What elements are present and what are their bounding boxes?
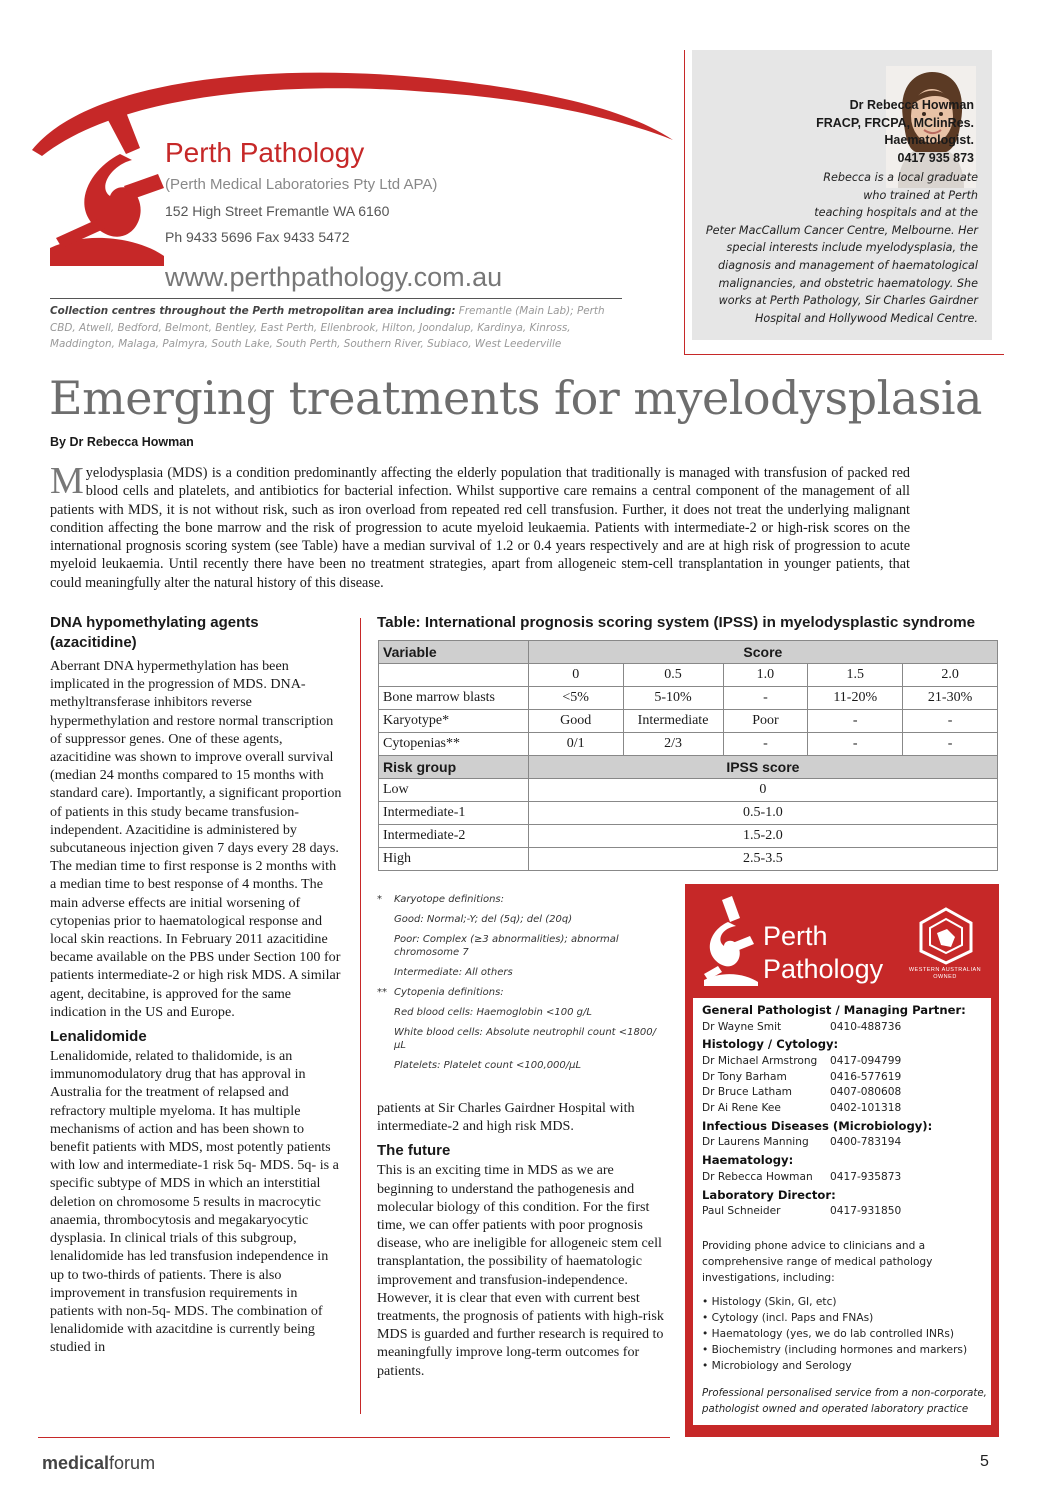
contact-row — [702, 1101, 987, 1117]
table-cell: 0/1 — [528, 733, 623, 756]
table-cell: 0.5-1.0 — [528, 802, 997, 825]
bio-line: malignancies, and obstetric haematology. She — [718, 276, 978, 290]
contact-row — [702, 1020, 987, 1036]
bottom-divider — [38, 1437, 670, 1438]
list-item: • Biochemistry (including hormones and markers) — [702, 1344, 968, 1356]
ipss-table — [378, 640, 998, 871]
sidebar-services — [702, 1238, 984, 1374]
footer-brand-rest: forum — [109, 1453, 156, 1473]
brand-subtitle: (Perth Medical Laboratories Pty Ltd APA) — [165, 176, 438, 193]
bio-line: special interests include myelodysplasia, the — [726, 241, 978, 255]
byline: By Dr Rebecca Howman — [50, 435, 194, 449]
section-heading-lenalidomide: Lenalidomide — [50, 1028, 147, 1046]
bio-line: Peter MacCallum Cancer Centre, Melbourne. Her — [705, 223, 978, 237]
table-cell: Good — [528, 710, 623, 733]
contact-name: Dr Ai Rene Kee — [702, 1102, 781, 1115]
list-item: • Haematology (yes, we do lab controlled INRs) — [702, 1328, 954, 1340]
table-cell: - — [808, 733, 903, 756]
wa-owned-label: WESTERN AUSTRALIAN OWNED — [908, 967, 982, 980]
intro-text: yelodysplasia (MDS) is a condition predominantly affecting the elderly population that traditionally is managed with transfusion of packed red blood cells and platelets, and antibiotics for bacterial infection. Whilst supportive care remains a central component of the management of all patients with MDS, it is not without risk, such as iron overload from repeated red cell transfusion. Further, it does not treat the underlying malignant condition affecting the bone marrow and the risk of progression to acute myeloid leukaemia. Patients with intermediate-2 or high-risk scores on the international prognosis scoring system (see Table) have a median survival of 1.2 or 0.4 years respectively and are at high risk of progression to acute myeloid leukaemia. Until recently there have been no treatment strategies, apart from allogeneic stem-cell transplantation in younger patients, that could meaningfully alter the natural history of this disease. — [50, 465, 910, 591]
table-cell: 2/3 — [623, 733, 723, 756]
footnote-line: Red blood cells: Haemoglobin <100 g/L — [394, 1007, 592, 1018]
contact-phone[interactable]: 0410-488736 — [830, 1020, 902, 1033]
table-cell: 5-10% — [623, 687, 723, 710]
bio-line: teaching hospitals and at the — [814, 206, 978, 220]
table-row — [379, 687, 998, 710]
contact-row — [702, 1070, 987, 1086]
table-cell: 0 — [528, 664, 623, 687]
footnote-mark: ** — [377, 987, 387, 998]
table-cell: - — [903, 710, 998, 733]
table-header-row — [379, 641, 998, 664]
table-cell: Cytopenias** — [379, 733, 529, 756]
table-title: Table: International prognosis scoring system (IPSS) in myelodysplastic syndrome — [377, 614, 976, 631]
table-cell: Low — [379, 779, 529, 802]
contact-name: Dr Michael Armstrong — [702, 1054, 818, 1067]
collection-centres — [50, 303, 630, 353]
table-cell: - — [808, 710, 903, 733]
brand-name: Perth Pathology — [165, 137, 365, 168]
profile-qualifications: FRACP, FRCPA, MClinRes. — [816, 115, 974, 130]
contact-group-heading: Histology / Cytology: — [702, 1037, 839, 1052]
table-cell: Intermediate-1 — [379, 802, 529, 825]
contact-row — [702, 1170, 987, 1186]
table-cell: 1.5-2.0 — [528, 825, 997, 848]
list-item: • Microbiology and Serology — [702, 1360, 852, 1372]
footnote-line: Poor: Complex (≥3 abnormalities); abnormal chromosome 7 — [394, 934, 619, 958]
profile-bio — [700, 169, 978, 327]
table-cell: Intermediate-2 — [379, 825, 529, 848]
header-divider — [50, 298, 622, 299]
contact-group-heading: General Pathologist / Managing Partner: — [702, 1003, 966, 1017]
table-cell — [379, 664, 529, 687]
footnote-line: Good: Normal;-Y; del (5q); del (20q) — [394, 914, 573, 925]
table-cell: - — [903, 733, 998, 756]
contact-name: Dr Tony Barham — [702, 1070, 787, 1083]
perth-pathology-logo — [28, 70, 688, 280]
services-list — [702, 1294, 984, 1374]
sidebar-brand-line1: Perth — [763, 921, 828, 951]
table-row — [379, 710, 998, 733]
brand-website-link[interactable]: www.perthpathology.com.au — [165, 262, 503, 292]
dropcap: M — [50, 460, 84, 502]
footnote-mark: * — [377, 894, 382, 905]
article-title: Emerging treatments for myelodysplasia — [49, 371, 982, 425]
contact-group-heading: Haematology: — [702, 1153, 794, 1168]
contact-phone[interactable]: 0417-931850 — [830, 1205, 902, 1218]
brand-address: 152 High Street Fremantle WA 6160 — [165, 203, 390, 219]
profile-heading — [816, 97, 974, 167]
section-body-future: This is an exciting time in MDS as we are beginning to understand the pathogenesis and molecular biology of this condition. For the first time, we can offer patients with poor prognosis disease, who are ineligible for allogeneic stem cell transplantation, the possibility of haematologic improvement and transfusion-independence. However, it is clear that even with current best treatments, the prognosis of patients with high-risk MDS is guarded and further research is required to meaningfully improve long-term outcomes for patients. — [377, 1162, 664, 1379]
table-cell: Bone marrow blasts — [379, 687, 529, 710]
contact-phone[interactable]: 0416-577619 — [830, 1070, 902, 1083]
table-cell: 11-20% — [808, 687, 903, 710]
sidebar-brand-line2: Pathology — [763, 954, 884, 984]
table-cell: High — [379, 848, 529, 871]
middle-column — [377, 1099, 667, 1380]
table-risk-header-row — [379, 756, 998, 779]
contact-name: Dr Wayne Smit — [702, 1020, 782, 1033]
bio-line: works at Perth Pathology, Sir Charles Gairdner — [718, 294, 978, 308]
footnote-line: Intermediate: All others — [394, 967, 513, 978]
table-header-ipss-score: IPSS score — [528, 756, 997, 779]
sidebar-contacts — [702, 1001, 987, 1220]
table-row — [379, 825, 998, 848]
wa-owned-map-icon — [917, 907, 975, 965]
section-body-lenalidomide: Lenalidomide, related to thalidomide, is an immunomodulatory drug that has approval in Australia for the treatment of relapsed and refractory multiple myeloma. It has multiple mechanisms of action and has been shown to benefit patients with MDS, most potently patients with low and intermediate-1 risk 5q- MDS. 5q- is a specific subtype of MDS in which an interstitial deletion on chromosome 5 results in macrocytic anaemia, thrombocytosis and megakaryocytic dysplasia. In clinical trials of this subgroup, lenalidomide has led transfusion independence in up to two-thirds of patients. There is also improvement in transfusion requirements in patients with non-5q- MDS. The combination of lenalidomide with azacitdine is currently being studied in — [50, 1048, 339, 1356]
bio-line: who trained at Perth — [863, 188, 978, 202]
column-divider — [360, 618, 361, 1414]
page-number: 5 — [980, 1453, 989, 1470]
bio-line: Rebecca is a local graduate — [823, 171, 978, 184]
contact-phone[interactable]: 0417-094799 — [830, 1054, 902, 1067]
contact-row — [702, 1204, 987, 1220]
table-cell: 2.0 — [903, 664, 998, 687]
table-cell: 0.5 — [623, 664, 723, 687]
table-row — [379, 802, 998, 825]
list-item: • Cytology (incl. Paps and FNAs) — [702, 1312, 874, 1324]
contact-row — [702, 1135, 987, 1151]
continuation-text: patients at Sir Charles Gairdner Hospital with intermediate-2 and high risk MDS. — [377, 1100, 635, 1135]
footnote-karyotype — [377, 893, 667, 906]
collection-list: Fremantle (Main Lab); Perth CBD, Atwell, Bedford, Belmont, Bentley, East Perth, Ellenbrook, Hilton, Joondalup, Kardinya, Kinross, Maddington, Malaga, Palmyra, South Lake, South Perth, Southern River, Subiaco, West Leederville — [50, 305, 605, 350]
profile-name: Dr Rebecca Howman — [849, 98, 974, 112]
table-cell: - — [723, 733, 808, 756]
contact-phone[interactable]: 0402-101318 — [830, 1102, 902, 1115]
section-heading-hypomethylating: DNA hypomethylating agents (azacitidine) — [50, 614, 259, 651]
contact-name: Dr Rebecca Howman — [702, 1170, 813, 1183]
table-cell: 1.5 — [808, 664, 903, 687]
table-header-score: Score — [528, 641, 997, 664]
footer-brand-bold: medical — [42, 1453, 110, 1473]
microscope-icon — [700, 896, 762, 988]
table-cell: Poor — [723, 710, 808, 733]
table-row — [379, 779, 998, 802]
section-heading-future: The future — [377, 1142, 451, 1160]
contact-row — [702, 1085, 987, 1101]
table-cell: 0 — [528, 779, 997, 802]
footnote-title: Karyotope definitions: — [394, 894, 505, 905]
brand-phone: Ph 9433 5696 Fax 9433 5472 — [165, 229, 350, 245]
profile-divider-bottom — [684, 354, 1004, 355]
contact-group-heading: Infectious Diseases (Microbiology): — [702, 1118, 933, 1133]
profile-divider — [684, 50, 685, 355]
profile-phone: 0417 935 873 — [897, 150, 974, 165]
profile-role: Haematologist. — [884, 133, 974, 147]
table-cell: 1.0 — [723, 664, 808, 687]
contact-phone[interactable]: 0407-080608 — [830, 1086, 902, 1099]
table-row — [379, 733, 998, 756]
footnote-title: Cytopenia definitions: — [394, 987, 504, 998]
contact-row — [702, 1054, 987, 1070]
contact-phone[interactable]: 0417-935873 — [830, 1170, 902, 1183]
table-row — [379, 848, 998, 871]
collection-lead: Collection centres throughout the Perth metropolitan area including: — [50, 305, 456, 317]
contact-phone[interactable]: 0400-783194 — [830, 1136, 902, 1149]
table-header-risk-group: Risk group — [379, 756, 529, 779]
services-intro: Providing phone advice to clinicians and a comprehensive range of medical pathology investigations, including: — [702, 1240, 933, 1284]
contact-name: Paul Schneider — [702, 1205, 781, 1218]
section-body-hypomethylating: Aberrant DNA hypermethylation has been implicated in the progression of MDS. DNA-methyltransferase inhibitors reverse hypermethylation and restore normal transcription of suppressor genes. One of these agents, azacitidine was shown to improve overall survival (median 24 months compared to 15 months with standard care). Importantly, a significant proportion of patients in this study became transfusion-independent. Azacitidine is administered by subcutaneous injection given 7 days every 28 days. The median time to first response is 2 months with a median time to best response of 4 months. The main adverse effects are initial worsening of cytopenias prior to haematological response and local skin reactions. In February 2011 azacitidine became available on the PBS under Section 100 for patients intermediate-2 or high risk MDS. A similar agent, decitabine, is approved for the same indication in the US and Europe. — [50, 658, 342, 1020]
table-header-variable: Variable — [379, 641, 529, 664]
contact-name: Dr Laurens Manning — [702, 1136, 809, 1149]
table-cell: <5% — [528, 687, 623, 710]
table-cell: 21-30% — [903, 687, 998, 710]
intro-paragraph — [50, 460, 910, 592]
table-cell: Karyotype* — [379, 710, 529, 733]
table-cell: 2.5-3.5 — [528, 848, 997, 871]
table-cell: - — [723, 687, 808, 710]
contact-group-heading: Laboratory Director: — [702, 1187, 836, 1202]
bio-line: Hospital and Hollywood Medical Centre. — [754, 311, 978, 325]
bio-line: diagnosis and management of haematological — [718, 258, 978, 272]
sidebar-tagline: Professional personalised service from a non-corporate, pathologist owned and operated laboratory practice — [702, 1388, 987, 1415]
footnote-line: Platelets: Platelet count <100,000/µL — [394, 1060, 582, 1071]
footer-brand — [42, 1453, 155, 1474]
list-item: • Histology (Skin, GI, etc) — [702, 1296, 837, 1308]
table-row — [379, 664, 998, 687]
table-cell: Intermediate — [623, 710, 723, 733]
left-column — [50, 613, 342, 1357]
footnote-line: White blood cells: Absolute neutrophil count <1800/µL — [394, 1027, 656, 1051]
contact-name: Dr Bruce Latham — [702, 1086, 793, 1099]
footnote-cytopenia — [377, 986, 667, 999]
table-footnotes — [377, 893, 667, 1079]
